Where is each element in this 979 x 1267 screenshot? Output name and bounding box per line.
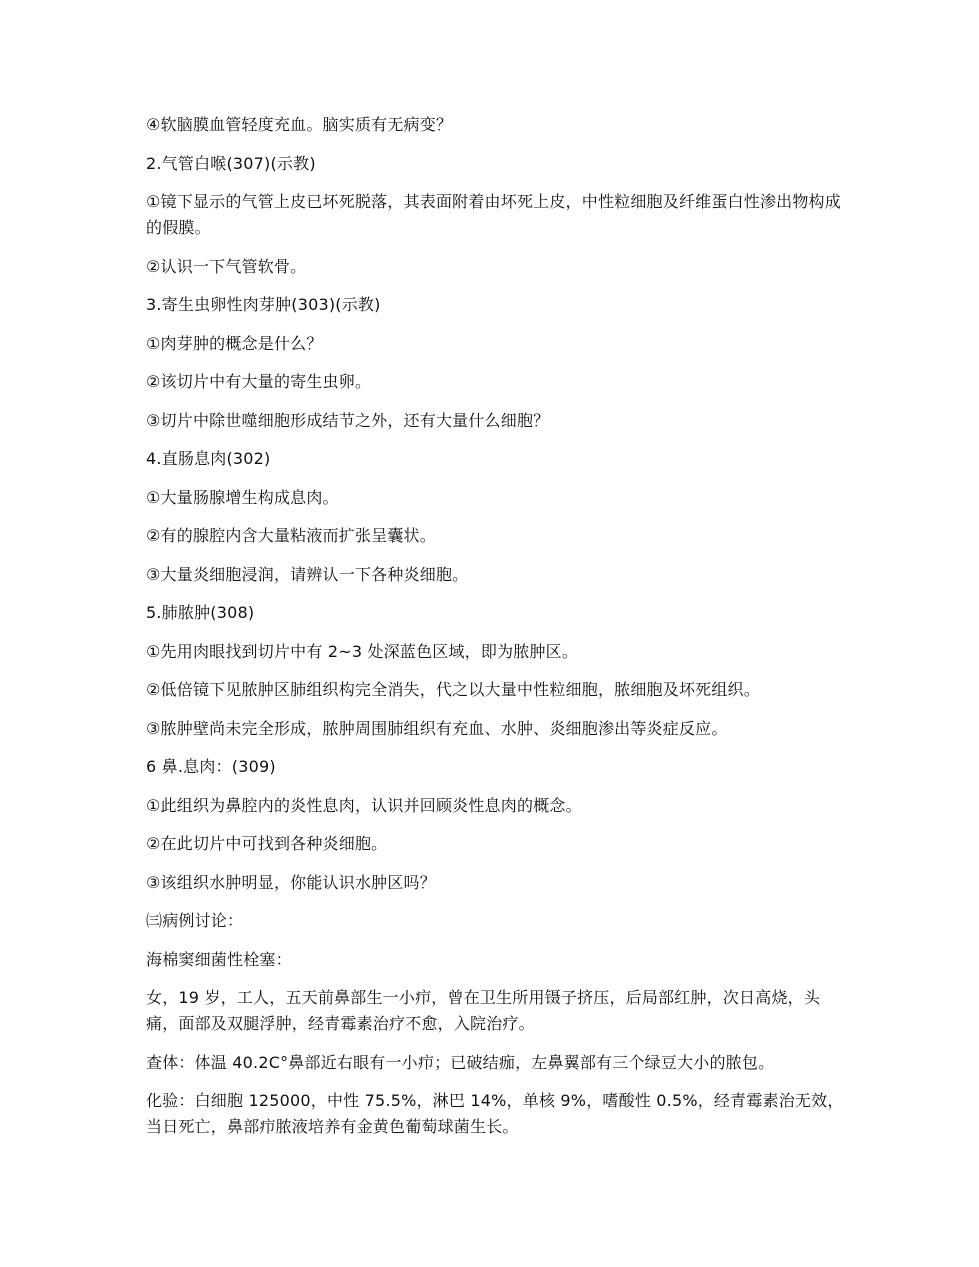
section-heading-rectal-polyp: 4.直肠息肉(302) — [146, 449, 271, 468]
document-page — [146, 112, 846, 1153]
paragraph-polyp-3: ③大量炎细胞浸润，请辨认一下各种炎细胞。 — [146, 564, 469, 584]
section-heading-tracheal-diphtheria: 2.气管白喉(307)(示教) — [146, 153, 316, 173]
paragraph-granuloma-3: ③切片中除世噬细胞形成结节之外，还有大量什么细胞？ — [146, 410, 550, 430]
paragraph-nasal-2: ②在此切片中可找到各种炎细胞。 — [146, 834, 388, 853]
paragraph-abscess-2: ②低倍镜下见脓肿区肺组织构完全消失，代之以大量中性粒细胞，脓细胞及坏死组织。 — [146, 680, 760, 699]
section-heading-lung-abscess: 5.肺脓肿(308) — [146, 603, 255, 622]
section-heading-parasitic-granuloma: 3.寄生虫卵性肉芽肿(303)(示教) — [146, 295, 381, 314]
case-physical-exam: 查体：体温 40.2C°鼻部近右眼有一小疖；已破结痂，左鼻翼部有三个绿豆大小的脓包。 — [146, 1052, 775, 1072]
paragraph-tracheal-2: ②认识一下气管软骨。 — [146, 256, 307, 276]
case-lab-results: 化验：白细胞 125000，中性 75.5%，淋巴 14%，单核 9%，嗜酸性 0.5%，经青霉素治无效，当日死亡，鼻部疖脓液培养有金黄色葡萄球菌生长。 — [146, 1091, 844, 1136]
paragraph-item-4-meninges: ④软脑膜血管轻度充血。脑实质有无病变？ — [146, 115, 453, 134]
paragraph-abscess-3: ③脓肿壁尚未完全形成，脓肿周围肺组织有充血、水肿、炎细胞渗出等炎症反应。 — [146, 718, 728, 738]
case-history: 女，19 岁，工人，五天前鼻部生一小疖，曾在卫生所用镊子挤压，后局部红肿，次日高烧，头痛，面部及双腿浮肿，经青霉素治疗不愈，入院治疗。 — [146, 988, 821, 1033]
paragraph-granuloma-2: ②该切片中有大量的寄生虫卵。 — [146, 372, 372, 391]
paragraph-polyp-2: ②有的腺腔内含大量粘液而扩张呈囊状。 — [146, 526, 436, 545]
paragraph-granuloma-1: ①肉芽肿的概念是什么？ — [146, 333, 323, 353]
section-heading-case-discussion: ㈢病例讨论： — [146, 911, 244, 930]
paragraph-polyp-1: ①大量肠腺增生构成息肉。 — [146, 487, 339, 507]
section-heading-nasal-polyp: 6 鼻.息肉：(309) — [146, 757, 276, 776]
paragraph-nasal-1: ①此组织为鼻腔内的炎性息肉，认识并回顾炎性息肉的概念。 — [146, 795, 582, 815]
paragraph-abscess-1: ①先用肉眼找到切片中有 2~3 处深蓝色区域，即为脓肿区。 — [146, 641, 579, 661]
case-title: 海棉窦细菌性栓塞： — [146, 949, 292, 969]
paragraph-nasal-3: ③该组织水肿明显，你能认识水肿区吗？ — [146, 872, 436, 892]
paragraph-tracheal-1: ①镜下显示的气管上皮已坏死脱落，其表面附着由坏死上皮，中性粒细胞及纤维蛋白性渗出物构成的假膜。 — [146, 192, 841, 237]
